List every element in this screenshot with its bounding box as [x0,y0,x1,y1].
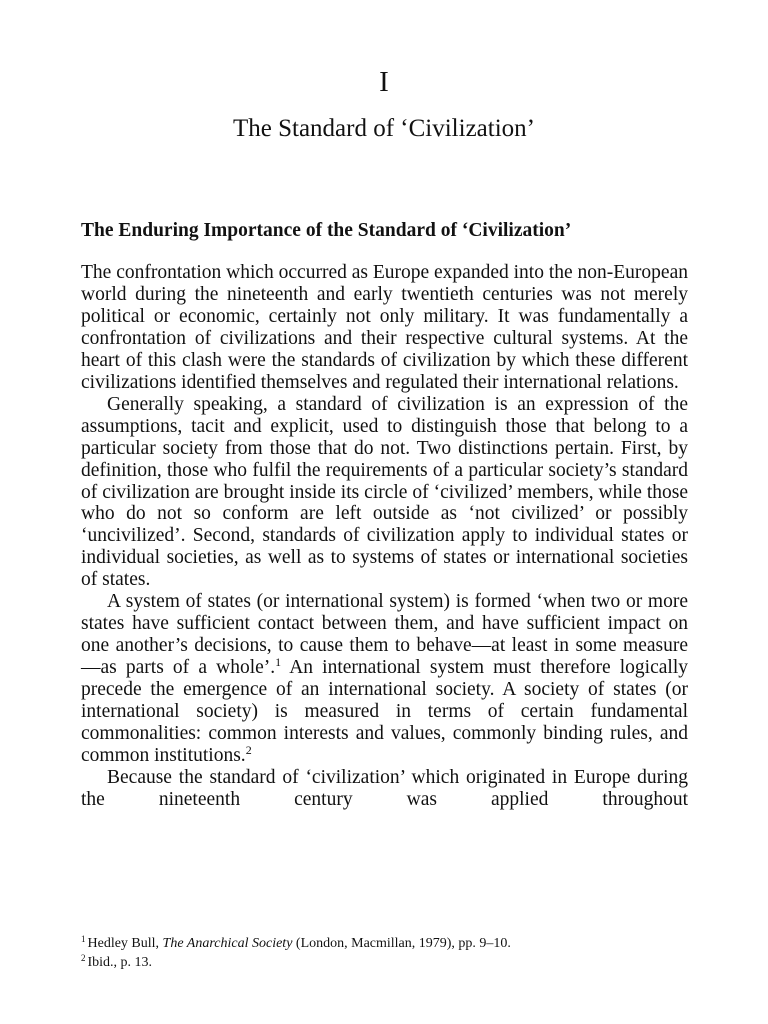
footnote-1 [81,934,701,953]
chapter-number: I [379,66,389,98]
footnote-1-book-title: The Anarchical Society [162,936,293,951]
footnote-1-author: Hedley Bull, [87,936,163,951]
paragraph-2: Generally speaking, a standard of civilization is an expression of the assumptions, tacit and explicit, used to distinguish those that belong to a particular society from those that do not. Two distinctions pertain. First, by definition, those who fulfil the requirements of a particular society’s standard of civilization are brought inside its circle of ‘civilized’ members, while those who do not so conform are left outside as ‘not civilized’ or possibly ‘uncivilized’. Second, standards of civilization apply to individual states or individual societies, as well as to systems of states or international societies of states. [81,393,688,591]
paragraph-3 [81,591,688,767]
footnote-1-mark: 1 [81,934,86,944]
body-text [81,262,688,811]
paragraph-1: The confrontation which occurred as Europe expanded into the non-European world during the nineteenth and early twentieth centuries was not merely political or economic, certainly not only military. It was fundamentally a confrontation of civilizations and their respective cultural systems. At the heart of this clash were the standards of civilization by which these different civilizations identified themselves and regulated their international relations. [81,262,688,393]
paragraph-4: Because the standard of ‘civilization’ which originated in Europe during the nineteenth century was applied throughout [81,766,688,810]
paragraph-3-part-1: A system of states (or international system) is formed ‘when two or more states have sufficient contact between them, and have sufficient impact on one another’s decisions, to cause them to behave—at least in some measure—as parts of a whole’. [81,591,688,679]
footnotes [81,934,701,972]
footnote-2 [81,953,701,972]
footnote-ref-2: 2 [245,742,252,757]
footnote-ref-1: 1 [275,655,282,670]
footnote-1-citation: (London, Macmillan, 1979), pp. 9–10. [292,936,511,951]
section-heading: The Enduring Importance of the Standard of ‘Civilization’ [81,220,572,241]
chapter-title: The Standard of ‘Civilization’ [232,115,535,142]
footnote-2-text: Ibid., p. 13. [87,955,153,970]
paragraph-3-part-2: An international system must therefore logically precede the emergence of an international society. A society of states (or international society) is measured in terms of certain fundamental commonalities: common interests and values, commonly binding rules, and common institutions. [81,657,688,766]
footnote-2-mark: 2 [81,953,86,963]
